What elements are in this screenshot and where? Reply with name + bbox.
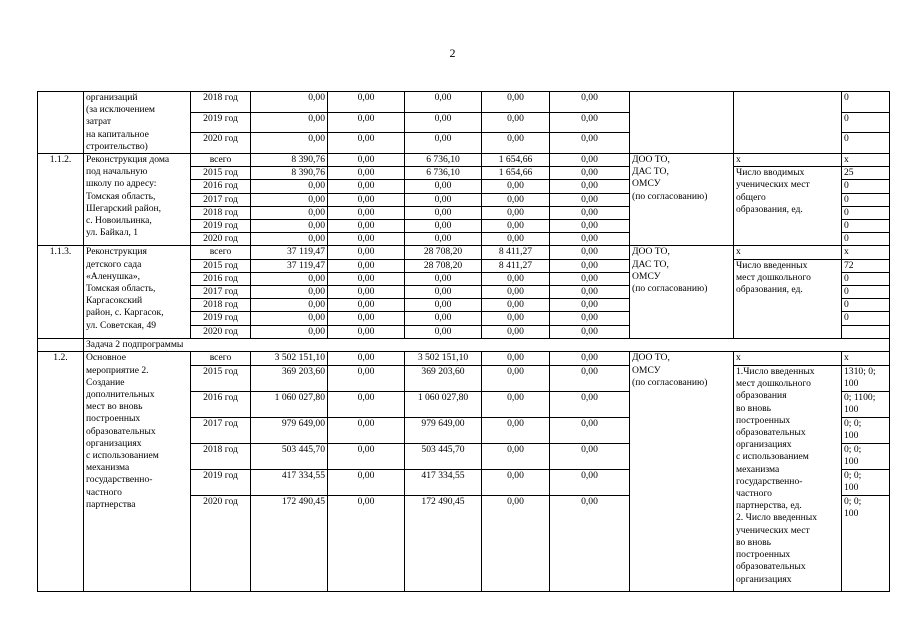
federal-budget-cell: 0,00 [328,272,405,285]
indicator-value-cell: 0 [842,286,890,299]
indicator-value-cell: 0 [842,299,890,312]
local-budget-cell: 0,00 [482,233,550,246]
regional-budget-cell: 172 490,45 [405,496,482,592]
local-budget-cell: 8 411,27 [482,259,550,272]
executor-cell [630,92,734,154]
indicator-value-cell: х [842,154,890,167]
local-budget-cell: 0,00 [482,272,550,285]
indicator-value-cell [842,325,890,338]
indicator-value-cell: х [842,246,890,259]
indicator-name-cell: 1.Число введенных мест дошкольного образования во вновь построенных образовательных организациях с использованием механизма государственно- частного партнерства, ед. 2. Число введенных ученических мест во вновь построенных образовательных организациях [734,366,842,592]
item-name-cell: организаций (за исключением затрат на капитальное строительство) [84,92,191,154]
federal-budget-cell: 0,00 [328,366,405,392]
other-sources-cell: 0,00 [550,246,630,259]
indicator-value-cell: 0; 0; 100 [842,418,890,444]
indicator-value-cell: 0; 0; 100 [842,470,890,496]
federal-budget-cell: 0,00 [328,112,405,133]
local-budget-cell: 0,00 [482,312,550,325]
other-sources-cell: 0,00 [550,167,630,180]
indicator-value-cell: 0 [842,180,890,193]
year-cell: 2016 год [191,180,251,193]
other-sources-cell: 0,00 [550,392,630,418]
year-cell: 2017 год [191,418,251,444]
regional-budget-cell: 3 502 151,10 [405,352,482,366]
other-sources-cell: 0,00 [550,220,630,233]
indicator-value-cell: х [842,352,890,366]
year-cell: всего [191,154,251,167]
total-cell: 503 445,70 [251,444,328,470]
year-cell: 2019 год [191,112,251,133]
local-budget-cell: 0,00 [482,92,550,113]
regional-budget-cell: 0,00 [405,133,482,154]
indicator-value-cell: 0 [842,220,890,233]
indicator-value-cell: 0 [842,312,890,325]
regional-budget-cell: 0,00 [405,233,482,246]
table-row [38,92,890,113]
federal-budget-cell: 0,00 [328,133,405,154]
year-cell: 2015 год [191,259,251,272]
local-budget-cell: 0,00 [482,112,550,133]
other-sources-cell: 0,00 [550,418,630,444]
indicator-header-cell: х [734,246,842,259]
local-budget-cell: 0,00 [482,180,550,193]
other-sources-cell: 0,00 [550,312,630,325]
total-cell: 0,00 [251,233,328,246]
year-cell: 2020 год [191,133,251,154]
task-number-cell [38,338,84,352]
other-sources-cell: 0,00 [550,299,630,312]
indicator-value-cell: 72 [842,259,890,272]
indicator-value-cell: 0 [842,233,890,246]
regional-budget-cell: 28 708,20 [405,259,482,272]
federal-budget-cell: 0,00 [328,167,405,180]
total-cell: 0,00 [251,112,328,133]
item-name-cell: Реконструкция детского сада «Аленушка», Томская область, Каргасокский район, с. Каргасок, ул. Советская, 49 [84,246,191,338]
federal-budget-cell: 0,00 [328,193,405,206]
total-cell: 0,00 [251,312,328,325]
indicator-value-cell: 0 [842,133,890,154]
year-cell: 2018 год [191,92,251,113]
other-sources-cell: 0,00 [550,352,630,366]
year-cell: 2019 год [191,312,251,325]
other-sources-cell: 0,00 [550,180,630,193]
item-number-cell: 1.2. [38,352,84,592]
year-cell: 2020 год [191,325,251,338]
year-cell: 2020 год [191,233,251,246]
indicator-value-cell: 0 [842,272,890,285]
year-cell: 2017 год [191,193,251,206]
local-budget-cell: 0,00 [482,133,550,154]
total-cell: 369 203,60 [251,366,328,392]
local-budget-cell: 8 411,27 [482,246,550,259]
local-budget-cell: 1 654,66 [482,154,550,167]
total-cell: 417 334,55 [251,470,328,496]
program-table [37,91,890,592]
federal-budget-cell: 0,00 [328,470,405,496]
indicator-value-cell: 0; 1100; 100 [842,392,890,418]
other-sources-cell: 0,00 [550,496,630,592]
regional-budget-cell: 0,00 [405,286,482,299]
indicator-value-cell: 0 [842,193,890,206]
year-cell: 2018 год [191,206,251,219]
item-number-cell [38,92,84,154]
total-cell: 8 390,76 [251,154,328,167]
regional-budget-cell: 0,00 [405,299,482,312]
table-body [38,92,890,592]
regional-budget-cell: 28 708,20 [405,246,482,259]
total-cell: 3 502 151,10 [251,352,328,366]
total-cell: 37 119,47 [251,246,328,259]
regional-budget-cell: 369 203,60 [405,366,482,392]
total-cell: 0,00 [251,180,328,193]
local-budget-cell: 0,00 [482,352,550,366]
task-row [38,338,890,352]
other-sources-cell: 0,00 [550,286,630,299]
total-cell: 8 390,76 [251,167,328,180]
indicator-value-cell: 0; 0; 100 [842,444,890,470]
indicator-value-cell: 0 [842,92,890,113]
federal-budget-cell: 0,00 [328,312,405,325]
other-sources-cell: 0,00 [550,154,630,167]
regional-budget-cell: 0,00 [405,272,482,285]
other-sources-cell: 0,00 [550,206,630,219]
indicator-value-cell: 1310; 0; 100 [842,366,890,392]
year-cell: всего [191,246,251,259]
federal-budget-cell: 0,00 [328,496,405,592]
federal-budget-cell: 0,00 [328,392,405,418]
federal-budget-cell: 0,00 [328,220,405,233]
executor-cell: ДОО ТО, ДАС ТО, ОМСУ (по согласованию) [630,246,734,338]
year-cell: 2017 год [191,286,251,299]
total-cell: 0,00 [251,272,328,285]
executor-cell: ДОО ТО, ОМСУ (по согласованию) [630,352,734,592]
federal-budget-cell: 0,00 [328,325,405,338]
year-cell: 2016 год [191,272,251,285]
regional-budget-cell: 0,00 [405,312,482,325]
year-cell: 2019 год [191,220,251,233]
table-row [38,154,890,167]
year-cell: 2020 год [191,496,251,592]
year-cell: 2016 год [191,392,251,418]
total-cell: 0,00 [251,206,328,219]
local-budget-cell: 0,00 [482,366,550,392]
other-sources-cell: 0,00 [550,366,630,392]
other-sources-cell: 0,00 [550,325,630,338]
local-budget-cell: 0,00 [482,392,550,418]
local-budget-cell: 0,00 [482,444,550,470]
regional-budget-cell: 0,00 [405,220,482,233]
indicator-header-cell: х [734,352,842,366]
indicator-header-cell: х [734,154,842,167]
regional-budget-cell: 0,00 [405,206,482,219]
total-cell: 979 649,00 [251,418,328,444]
item-number-cell: 1.1.2. [38,154,84,246]
federal-budget-cell: 0,00 [328,246,405,259]
other-sources-cell: 0,00 [550,193,630,206]
federal-budget-cell: 0,00 [328,154,405,167]
federal-budget-cell: 0,00 [328,352,405,366]
indicator-value-cell: 0 [842,206,890,219]
local-budget-cell: 1 654,66 [482,167,550,180]
table-row [38,352,890,366]
indicator-value-cell: 0; 0; 100 [842,496,890,592]
regional-budget-cell: 417 334,55 [405,470,482,496]
federal-budget-cell: 0,00 [328,418,405,444]
local-budget-cell: 0,00 [482,496,550,592]
table-row [38,246,890,259]
year-cell: 2015 год [191,366,251,392]
year-cell: 2015 год [191,167,251,180]
other-sources-cell: 0,00 [550,112,630,133]
local-budget-cell: 0,00 [482,418,550,444]
regional-budget-cell: 0,00 [405,180,482,193]
total-cell: 0,00 [251,193,328,206]
federal-budget-cell: 0,00 [328,286,405,299]
executor-cell: ДОО ТО, ДАС ТО, ОМСУ (по согласованию) [630,154,734,246]
federal-budget-cell: 0,00 [328,299,405,312]
total-cell: 1 060 027,80 [251,392,328,418]
item-name-cell: Основное мероприятие 2. Создание дополнительных мест во вновь построенных образовательных организациях с использованием механизма государственно- частного партнерства [84,352,191,592]
federal-budget-cell: 0,00 [328,233,405,246]
total-cell: 0,00 [251,133,328,154]
year-cell: 2018 год [191,299,251,312]
regional-budget-cell: 6 736,10 [405,154,482,167]
task-title-cell: Задача 2 подпрограммы [84,338,890,352]
indicator-name-cell: Число вводимых ученических мест общего образования, ед. [734,167,842,246]
indicator-name-cell: Число введенных мест дошкольного образования, ед. [734,259,842,338]
total-cell: 0,00 [251,220,328,233]
other-sources-cell: 0,00 [550,259,630,272]
regional-budget-cell: 0,00 [405,92,482,113]
total-cell: 172 490,45 [251,496,328,592]
federal-budget-cell: 0,00 [328,259,405,272]
federal-budget-cell: 0,00 [328,180,405,193]
federal-budget-cell: 0,00 [328,92,405,113]
other-sources-cell: 0,00 [550,444,630,470]
indicator-value-cell: 25 [842,167,890,180]
local-budget-cell: 0,00 [482,220,550,233]
local-budget-cell: 0,00 [482,470,550,496]
regional-budget-cell: 503 445,70 [405,444,482,470]
local-budget-cell: 0,00 [482,206,550,219]
local-budget-cell: 0,00 [482,193,550,206]
item-name-cell: Реконструкция дома под начальную школу по адресу: Томская область, Шегарский район, с. Новоильинка, ул. Байкал, 1 [84,154,191,246]
other-sources-cell: 0,00 [550,470,630,496]
total-cell: 0,00 [251,299,328,312]
regional-budget-cell: 0,00 [405,325,482,338]
regional-budget-cell: 0,00 [405,193,482,206]
total-cell: 0,00 [251,325,328,338]
other-sources-cell: 0,00 [550,92,630,113]
year-cell: 2018 год [191,444,251,470]
federal-budget-cell: 0,00 [328,444,405,470]
other-sources-cell: 0,00 [550,272,630,285]
regional-budget-cell: 0,00 [405,112,482,133]
other-sources-cell: 0,00 [550,133,630,154]
local-budget-cell: 0,00 [482,299,550,312]
indicator-value-cell: 0 [842,112,890,133]
year-cell: 2019 год [191,470,251,496]
federal-budget-cell: 0,00 [328,206,405,219]
page-number: 2 [449,46,456,60]
local-budget-cell: 0,00 [482,325,550,338]
total-cell: 0,00 [251,286,328,299]
item-number-cell: 1.1.3. [38,246,84,338]
local-budget-cell: 0,00 [482,286,550,299]
regional-budget-cell: 979 649,00 [405,418,482,444]
total-cell: 0,00 [251,92,328,113]
year-cell: всего [191,352,251,366]
regional-budget-cell: 6 736,10 [405,167,482,180]
total-cell: 37 119,47 [251,259,328,272]
regional-budget-cell: 1 060 027,80 [405,392,482,418]
other-sources-cell: 0,00 [550,233,630,246]
indicator-name-cell [734,92,842,154]
